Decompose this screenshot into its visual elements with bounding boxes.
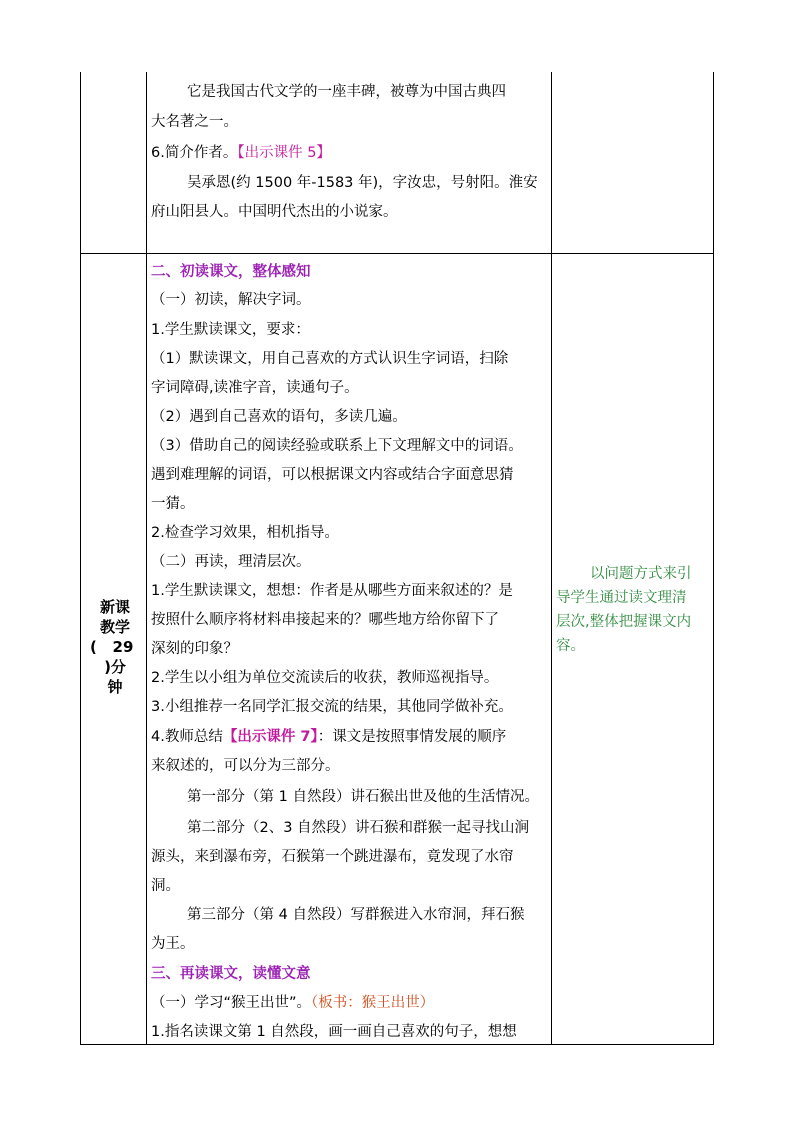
question-1b: 按照什么顺序将材料串接起来的？哪些地方给你留下了 (151, 612, 499, 628)
section-label-line: ( 29 (90, 638, 134, 656)
design-note (556, 562, 712, 658)
section-label (86, 597, 144, 697)
table-border-bottom (80, 1044, 714, 1045)
design-note-line: 层次,整体把握课文内 (556, 614, 692, 630)
subheading-3 (151, 991, 549, 1015)
part-2c: 洞。 (151, 878, 180, 894)
part-3a: 第三部分（第 4 自然段）写群猴进入水帘洞，拜石猴 (187, 907, 525, 923)
section-label-line: 教学 (99, 618, 130, 636)
intro-line-2: 大名著之一。 (151, 114, 238, 130)
subheading-2: （二）再读，理清层次。 (151, 554, 311, 570)
step-1-intro: 1.学生默读课文，要求： (151, 322, 310, 338)
step-4-post: ：课文是按照事情发展的顺序 (317, 729, 507, 745)
design-note-line: 导学生通过读文理清 (556, 590, 687, 606)
requirement-3a: （3）借助自己的阅读经验或联系上下文理解文中的词语。 (151, 438, 523, 454)
step-4 (151, 725, 549, 749)
part-1: 第一部分（第 1 自然段）讲石猴出世及他的生活情况。 (187, 789, 539, 805)
item-6 (151, 141, 549, 165)
question-1a: 1.学生默读课文，想想：作者是从哪些方面来叙述的？是 (151, 583, 513, 599)
intro-line-1: 它是我国古代文学的一座丰碑，被尊为中国古典四 (187, 84, 506, 100)
last-line: 1.指名读课文第 1 自然段，画一画自己喜欢的句子，想想 (151, 1024, 517, 1040)
courseware-tag-7: 【出示课件 7】 (222, 729, 318, 745)
table-border-left (80, 72, 81, 1045)
requirement-3b: 遇到难理解的词语，可以根据课文内容或结合字面意思猜 (151, 467, 514, 483)
subheading-3-text: （一）学习“猴王出世”。 (151, 995, 312, 1011)
check-step: 2.检查学习效果，相机指导。 (151, 525, 339, 541)
section-label-line: 钟 (107, 678, 123, 696)
author-line-1: 吴承恩(约 1500 年-1583 年)，字汝忠，号射阳。淮安 (187, 175, 538, 191)
courseware-tag-5: 【出示课件 5】 (237, 145, 331, 161)
heading-3: 三、再读课文，读懂文意 (151, 966, 311, 982)
design-note-line: 容。 (556, 638, 585, 654)
step-2: 2.学生以小组为单位交流读后的收获，教师巡视指导。 (151, 670, 499, 686)
design-note-line: 以问题方式来引 (590, 566, 692, 582)
table-divider-note (551, 72, 552, 1045)
board-note: （板书：猴王出世） (311, 995, 435, 1011)
part-2a: 第二部分（2、3 自然段）讲石猴和群猴一起寻找山涧 (187, 820, 530, 836)
author-line-2: 府山阳县人。中国明代杰出的小说家。 (151, 204, 398, 220)
step-3: 3.小组推荐一名同学汇报交流的结果，其他同学做补充。 (151, 699, 513, 715)
table-row-separator (80, 253, 714, 254)
part-2b: 源头，来到瀑布旁，石猴第一个跳进瀑布，竟发现了水帘 (151, 849, 514, 865)
table-border-right (713, 72, 714, 1045)
step-4b: 来叙述的，可以分为三部分。 (151, 758, 340, 774)
subheading-1: （一）初读，解决字词。 (151, 292, 311, 308)
heading-2: 二、初读课文，整体感知 (151, 264, 311, 280)
question-1c: 深刻的印象？ (151, 641, 238, 657)
item-6-text: 6.简介作者。 (151, 145, 238, 161)
part-3b: 为王。 (151, 936, 195, 952)
requirement-1a: （1）默读课文，用自己喜欢的方式认识生字词语，扫除 (151, 351, 509, 367)
table-divider-label (146, 72, 147, 1045)
requirement-2: （2）遇到自己喜欢的语句，多读几遍。 (151, 409, 407, 425)
section-label-line: )分 (104, 658, 126, 676)
requirement-1b: 字词障碍,读准字音，读通句子。 (151, 380, 359, 396)
step-4-pre: 4.教师总结 (151, 729, 223, 745)
requirement-3c: 一猜。 (151, 496, 195, 512)
section-label-line: 新课 (99, 598, 130, 616)
